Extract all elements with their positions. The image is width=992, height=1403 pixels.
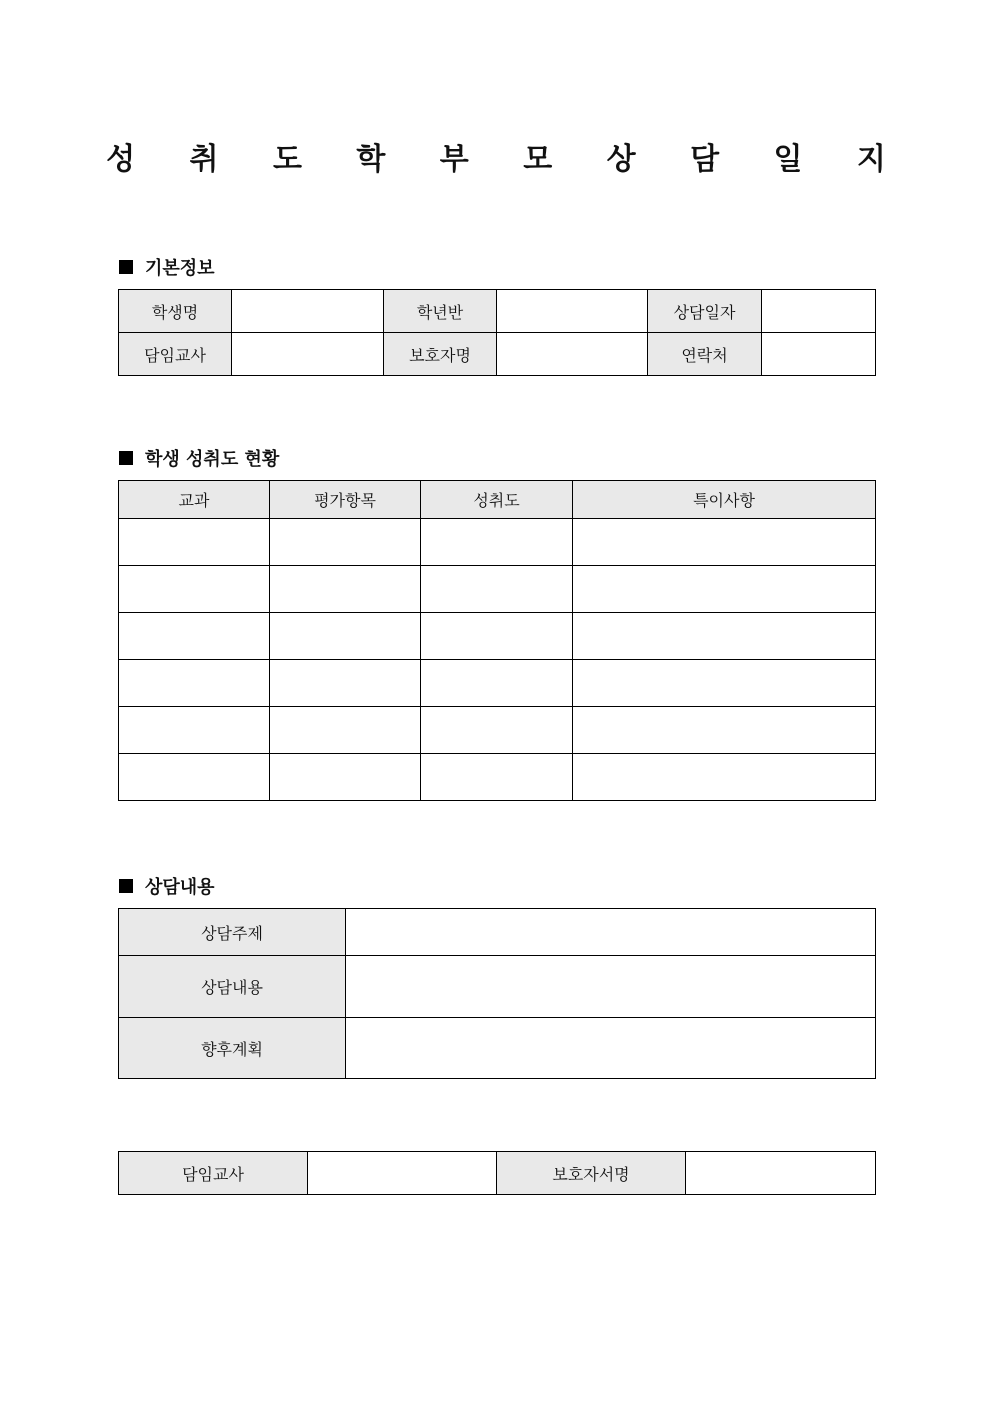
column-header-subject: 교과	[119, 481, 270, 519]
guardian-name-label: 보호자명	[384, 333, 497, 376]
counsel-date-label: 상담일자	[648, 290, 762, 333]
table-row	[119, 754, 876, 801]
square-bullet-icon	[119, 451, 133, 465]
homeroom-teacher-field[interactable]	[232, 333, 384, 376]
future-plan-field[interactable]	[346, 1018, 876, 1079]
section-heading-counsel	[119, 873, 215, 899]
student-name-label: 학생명	[119, 290, 232, 333]
evaluation-item-cell[interactable]	[270, 660, 421, 707]
notes-cell[interactable]	[573, 519, 876, 566]
evaluation-item-cell[interactable]	[270, 707, 421, 754]
grade-class-field[interactable]	[497, 290, 648, 333]
notes-cell[interactable]	[573, 660, 876, 707]
achievement-cell[interactable]	[421, 660, 573, 707]
guardian-sign-label: 보호자서명	[497, 1152, 686, 1195]
column-header-achievement: 성취도	[421, 481, 573, 519]
column-header-evaluation-item: 평가항목	[270, 481, 421, 519]
achievement-cell[interactable]	[421, 613, 573, 660]
guardian-name-field[interactable]	[497, 333, 648, 376]
evaluation-item-cell[interactable]	[270, 519, 421, 566]
counsel-topic-label: 상담주제	[119, 909, 346, 956]
achievement-cell[interactable]	[421, 519, 573, 566]
evaluation-item-cell[interactable]	[270, 613, 421, 660]
counsel-content-field[interactable]	[346, 956, 876, 1018]
section-heading-performance	[119, 445, 279, 471]
section-heading-basic	[119, 254, 215, 280]
page-title: 성 취 도 학 부 모 상 담 일 지	[106, 142, 908, 177]
contact-label: 연락처	[648, 333, 762, 376]
square-bullet-icon	[119, 260, 133, 274]
table-row	[119, 613, 876, 660]
subject-cell[interactable]	[119, 519, 270, 566]
table-row	[119, 660, 876, 707]
counsel-content-label: 상담내용	[119, 956, 346, 1018]
homeroom-teacher-label: 담임교사	[119, 333, 232, 376]
notes-cell[interactable]	[573, 707, 876, 754]
evaluation-item-cell[interactable]	[270, 566, 421, 613]
section-heading-basic-label: 기본정보	[145, 258, 215, 279]
subject-cell[interactable]	[119, 660, 270, 707]
table-row	[119, 566, 876, 613]
signature-table	[118, 1151, 876, 1195]
guardian-sign-field[interactable]	[686, 1152, 876, 1195]
counsel-table	[118, 908, 876, 1079]
performance-table	[118, 480, 876, 801]
teacher-sign-field[interactable]	[308, 1152, 497, 1195]
student-name-field[interactable]	[232, 290, 384, 333]
section-heading-counsel-label: 상담내용	[145, 877, 215, 898]
square-bullet-icon	[119, 879, 133, 893]
table-row	[119, 707, 876, 754]
basic-info-table	[118, 289, 876, 376]
table-row	[119, 519, 876, 566]
achievement-cell[interactable]	[421, 566, 573, 613]
achievement-cell[interactable]	[421, 707, 573, 754]
notes-cell[interactable]	[573, 754, 876, 801]
section-heading-performance-label: 학생 성취도 현황	[145, 449, 280, 470]
subject-cell[interactable]	[119, 566, 270, 613]
notes-cell[interactable]	[573, 613, 876, 660]
contact-field[interactable]	[762, 333, 876, 376]
subject-cell[interactable]	[119, 613, 270, 660]
achievement-cell[interactable]	[421, 754, 573, 801]
future-plan-label: 향후계획	[119, 1018, 346, 1079]
subject-cell[interactable]	[119, 754, 270, 801]
column-header-notes: 특이사항	[573, 481, 876, 519]
evaluation-item-cell[interactable]	[270, 754, 421, 801]
notes-cell[interactable]	[573, 566, 876, 613]
teacher-sign-label: 담임교사	[119, 1152, 308, 1195]
subject-cell[interactable]	[119, 707, 270, 754]
grade-class-label: 학년반	[384, 290, 497, 333]
counsel-topic-field[interactable]	[346, 909, 876, 956]
counsel-date-field[interactable]	[762, 290, 876, 333]
